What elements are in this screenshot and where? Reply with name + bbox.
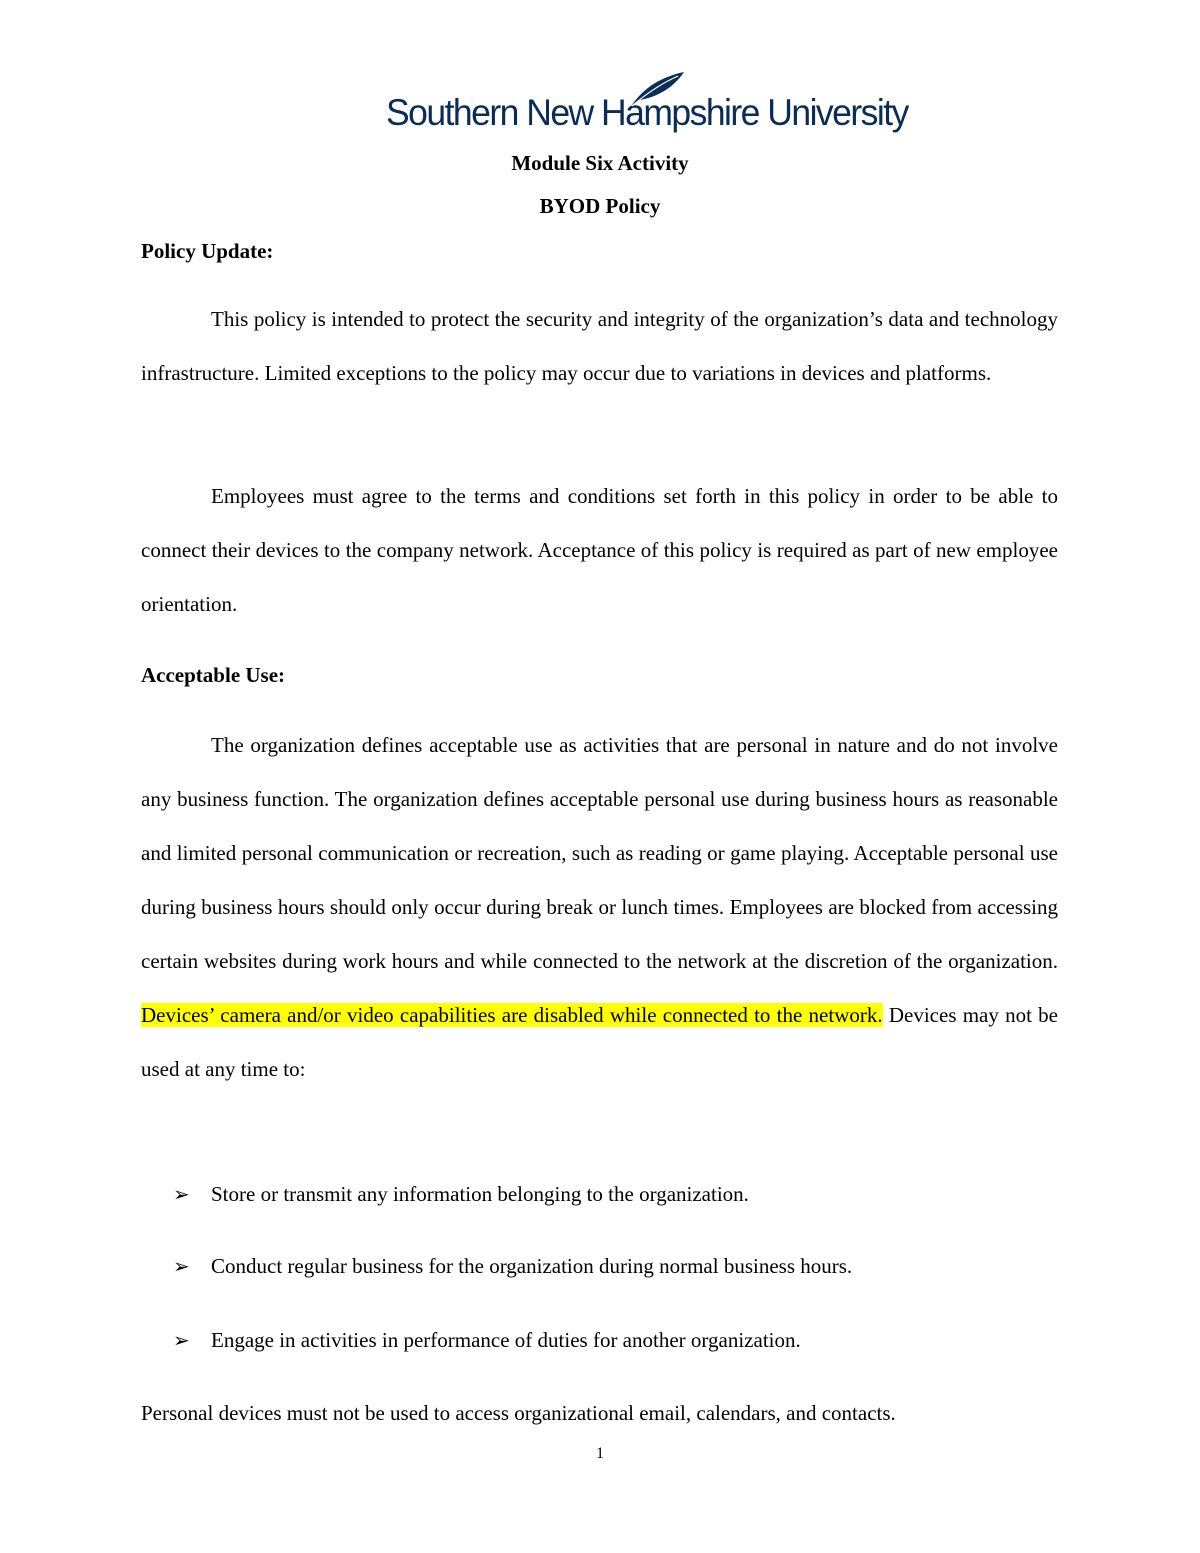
leaf-icon	[626, 70, 686, 110]
acceptable-use-text-2: Devices may not be used at any time to:	[141, 1003, 1058, 1081]
policy-update-paragraph-2: Employees must agree to the terms and conditions set forth in this policy in order to be able to connect their devices to the company network. Acceptance of this policy is required as part of new employee orientation.	[141, 484, 1058, 616]
list-item-text: Store or transmit any information belonging to the organization.	[211, 1182, 749, 1206]
logo-text: Southern New Hampshire University	[386, 92, 908, 133]
list-item-text: Engage in activities in performance of duties for another organization.	[211, 1328, 801, 1352]
arrow-bullet-icon: ➢	[173, 1256, 190, 1278]
list-item-text: Conduct regular business for the organization during normal business hours.	[211, 1254, 853, 1278]
arrow-bullet-icon: ➢	[173, 1184, 190, 1206]
university-logo	[386, 70, 908, 134]
document-title: Module Six Activity	[511, 151, 689, 175]
acceptable-use-text-1: The organization defines acceptable use as activities that are personal in nature and do not involve any business function. The organization defines acceptable personal use during business hours as reasonable and limited personal communication or recreation, such as reading or game playing. Acceptable personal use during business hours should only occur during break or lunch times. Employees are blocked from accessing certain websites during work hours and while connected to the network at the discretion of the organization.	[141, 733, 1058, 973]
closing-paragraph: Personal devices must not be used to access organizational email, calendars, and contacts.	[141, 1401, 896, 1425]
page-number: 1	[596, 1445, 604, 1462]
list-item	[173, 1254, 852, 1279]
policy-update-paragraph-1: This policy is intended to protect the security and integrity of the organization’s data and technology infrastructure. Limited exceptions to the policy may occur due to variations in devices and platforms.	[141, 307, 1058, 385]
list-item	[173, 1328, 801, 1353]
document-subtitle: BYOD Policy	[539, 194, 661, 218]
acceptable-use-heading: Acceptable Use:	[141, 663, 286, 687]
highlighted-text: Devices’ camera and/or video capabilities are disabled while connected to the network.	[141, 1003, 883, 1027]
acceptable-use-paragraph	[141, 718, 1058, 1096]
arrow-bullet-icon: ➢	[173, 1330, 190, 1352]
list-item	[173, 1182, 749, 1207]
policy-update-heading: Policy Update:	[141, 239, 274, 263]
